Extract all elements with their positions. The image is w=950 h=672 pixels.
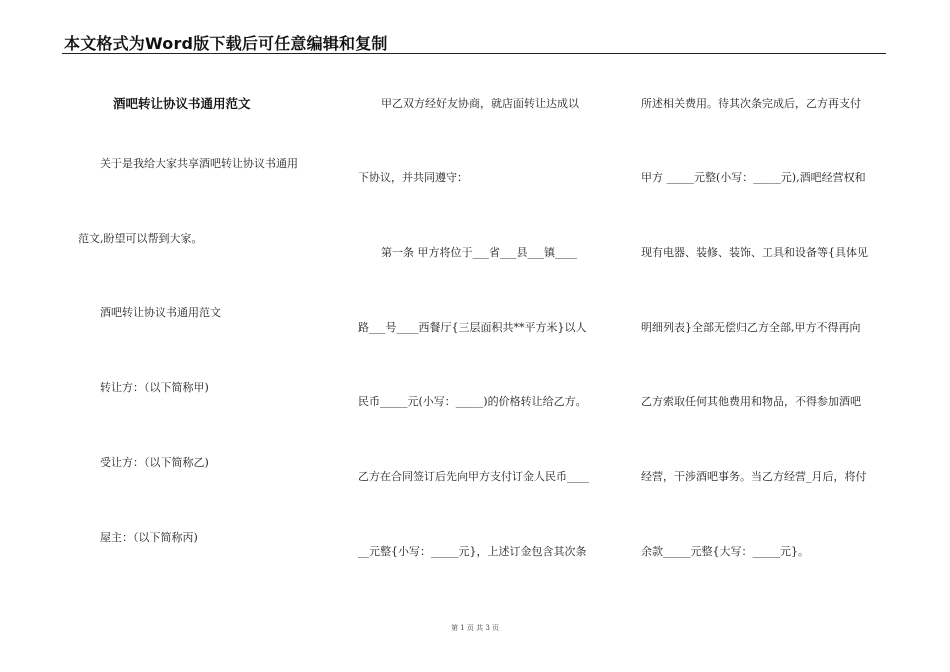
- document-title: 酒吧转让协议书通用范文: [113, 96, 251, 111]
- paragraph-line: 乙方在合同签订后先向甲方支付订金人民币____: [358, 470, 589, 483]
- paragraph-line: __元整{小写：_____元}，上述订金包含其次条: [358, 545, 587, 558]
- paragraph-line: 范文,盼望可以帮到大家。: [78, 232, 203, 245]
- paragraph-line: 下协议，并共同遵守：: [358, 171, 468, 184]
- paragraph-line: 经营，干涉酒吧事务。当乙方经营_月后，将付: [641, 470, 867, 483]
- paragraph-line: 转让方：（以下简称甲): [100, 381, 209, 394]
- page-header-title: 本文格式为Word版下载后可任意编辑和复制: [64, 34, 388, 53]
- paragraph-line: 所述相关费用。待其次条完成后，乙方再支付: [641, 97, 861, 110]
- paragraph-line: 关于是我给大家共享酒吧转让协议书通用: [100, 157, 298, 170]
- paragraph-line: 民币_____元(小写：_____)的价格转让给乙方。: [358, 395, 587, 408]
- paragraph-line: 屋主：（以下简称丙): [100, 531, 198, 544]
- paragraph-line: 酒吧转让协议书通用范文: [100, 306, 221, 319]
- paragraph-line: 甲乙双方经好友协商，就店面转让达成以: [381, 97, 579, 110]
- page-number: 第 1 页 共 3 页: [450, 624, 500, 632]
- paragraph-line: 路___号____西餐厅{三层面积共**平方米}以人: [358, 321, 587, 334]
- paragraph-line: 第一条 甲方将位于___省___县___镇____: [381, 246, 577, 259]
- paragraph-line: 甲方 _____元整(小写：_____元),酒吧经营权和: [641, 171, 866, 184]
- paragraph-line: 现有电器、装修、装饰、工具和设备等{具体见: [641, 246, 868, 259]
- paragraph-line: 乙方索取任何其他费用和物品，不得参加酒吧: [641, 395, 861, 408]
- paragraph-line: 余款_____元整{大写：_____元}。: [641, 545, 809, 558]
- header-divider: [62, 53, 886, 54]
- paragraph-line: 明细列表}全部无偿归乙方全部,甲方不得再向: [641, 321, 861, 334]
- paragraph-line: 受让方：（以下简称乙): [100, 456, 209, 469]
